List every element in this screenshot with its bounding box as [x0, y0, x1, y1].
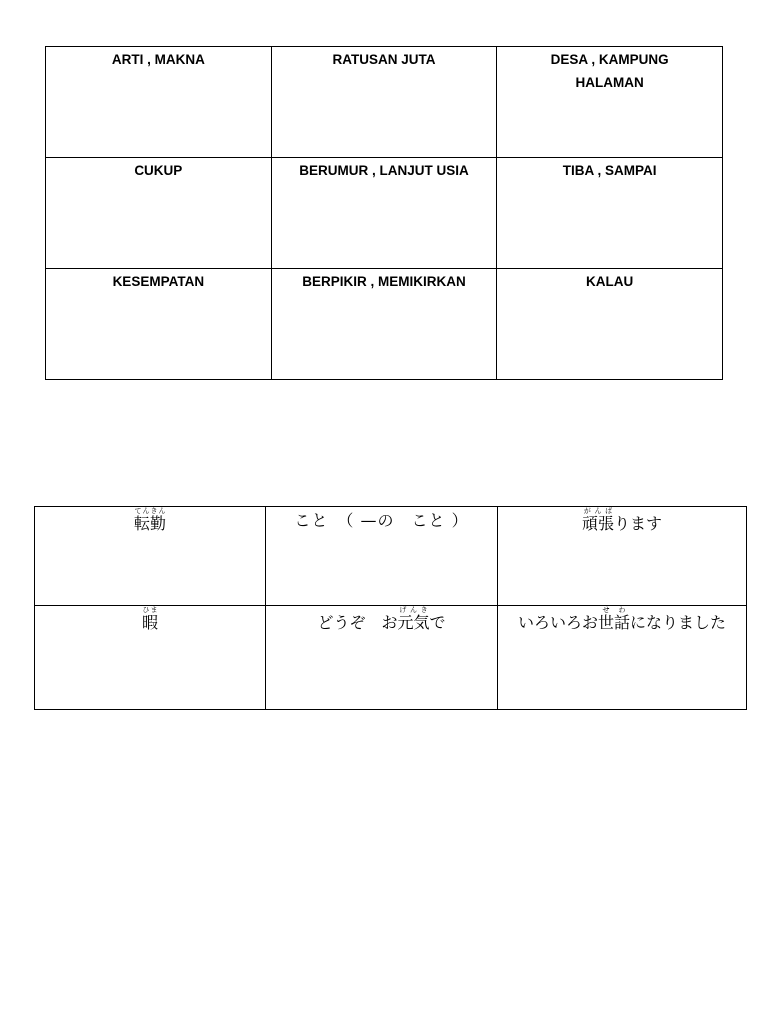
table-row [46, 269, 723, 380]
meaning-cell [46, 158, 272, 269]
vocab-suffix: になりました [630, 613, 727, 632]
meaning-table [45, 46, 723, 380]
vocab-kanji: 元気 [397, 613, 430, 632]
meaning-cell [271, 47, 497, 158]
vocab-prefix: どうぞ お [317, 613, 398, 632]
vocab-table [34, 506, 747, 710]
meaning-cell [46, 47, 272, 158]
cell-text-line-2: HALAMAN [575, 75, 644, 90]
vocab-suffix: で [429, 613, 446, 632]
cell-text: KESEMPATAN [112, 274, 205, 289]
table-row [46, 47, 723, 158]
cell-text: BERPIKIR , MEMIKIRKAN [302, 274, 466, 289]
cell-text: RATUSAN JUTA [332, 52, 436, 67]
vocab-prefix: いろいろお [517, 613, 598, 632]
vocab-kanji: 暇 [141, 613, 158, 632]
vocab-cell [266, 606, 498, 710]
meaning-cell [497, 269, 723, 380]
furigana: てんきん [133, 507, 166, 515]
furigana: げんき [397, 606, 430, 614]
vocab-word [134, 507, 166, 533]
vocab-suffix: ります [614, 514, 663, 533]
vocab-word: こと （ —の こと ） [294, 511, 469, 530]
cell-text: CUKUP [134, 163, 183, 178]
table-row [35, 606, 747, 710]
vocab-cell [498, 507, 747, 606]
cell-text: ARTI , MAKNA [111, 52, 205, 67]
meaning-cell [46, 269, 272, 380]
vocab-word [142, 606, 158, 632]
meaning-cell [271, 158, 497, 269]
vocab-cell [266, 507, 498, 606]
vocab-kanji: 頑張 [581, 514, 614, 533]
cell-text: DESA , KAMPUNG [550, 52, 669, 67]
cell-text: BERUMUR , LANJUT USIA [299, 163, 469, 178]
cell-text: KALAU [586, 274, 634, 289]
meaning-cell [497, 158, 723, 269]
table-row [46, 158, 723, 269]
table-row [35, 507, 747, 606]
vocab-cell [35, 507, 266, 606]
vocab-word [518, 606, 726, 632]
vocab-kanji: 転勤 [133, 514, 166, 533]
vocab-word [582, 507, 662, 533]
cell-text: TIBA , SAMPAI [562, 163, 657, 178]
vocab-cell [498, 606, 747, 710]
vocab-cell [35, 606, 266, 710]
vocab-word [317, 606, 445, 632]
furigana: ひま [141, 606, 158, 614]
vocab-kanji: 世話 [597, 613, 630, 632]
meaning-cell [497, 47, 723, 158]
furigana: せわ [597, 606, 630, 614]
furigana: がんば [581, 507, 614, 515]
meaning-cell [271, 269, 497, 380]
